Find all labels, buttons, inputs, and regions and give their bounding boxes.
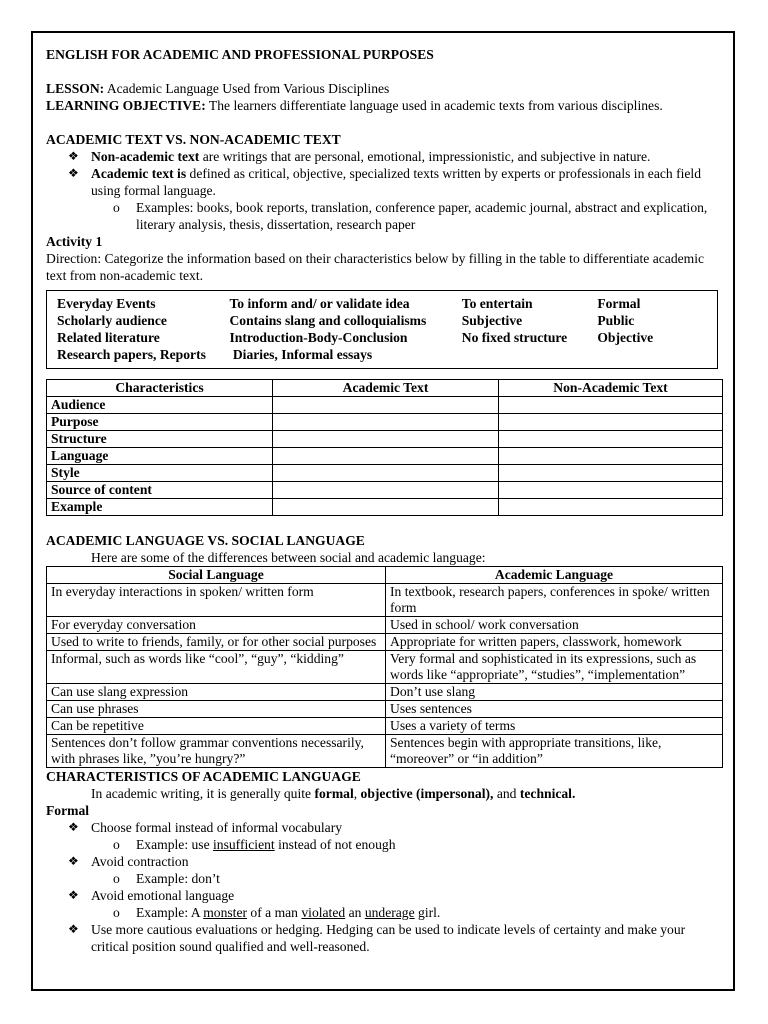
table-cell: Uses a variety of terms [386,718,723,735]
bullet-text: Choose formal instead of informal vocabulary [91,820,343,835]
column-header: Non-Academic Text [499,380,723,397]
word-bank-item: Contains slang and colloquialisms [229,313,427,328]
examples-text: Examples: books, book reports, translation, conference paper, academic journal, abstract and explication, literary analysis, thesis, dissertation, research paper [136,200,708,232]
circle-bullet-icon: o [113,871,120,886]
section-heading-academic-language: ACADEMIC LANGUAGE VS. SOCIAL LANGUAGE [46,533,365,548]
table-cell: Informal, such as words like “cool”, “guy”, “kidding” [47,651,386,684]
section-intro: Here are some of the differences between social and academic language: [91,550,486,565]
answer-cell[interactable] [499,414,723,431]
answer-cell[interactable] [273,465,499,482]
table-cell: Don’t use slang [386,684,723,701]
word-bank-item: Introduction-Body-Conclusion [229,330,408,345]
word-bank-item: To entertain [461,296,533,311]
table-row [47,735,723,768]
underlined-word: monster [203,905,248,920]
objective-text: The learners differentiate language used in academic texts from various disciplines. [205,98,663,113]
sub-list-item [46,199,726,233]
underlined-word: insufficient [213,837,275,852]
table-cell: Can be repetitive [47,718,386,735]
table-cell: Appropriate for written papers, classwork, homework [386,634,723,651]
table-row [47,718,723,735]
table-cell: Can use phrases [47,701,386,718]
diamond-bullet-icon: ❖ [68,854,79,868]
activity-heading: Activity 1 [46,234,103,249]
table-row [47,634,723,651]
table-row [47,397,723,414]
answer-cell[interactable] [499,448,723,465]
underlined-word: violated [301,905,346,920]
table-cell: Sentences begin with appropriate transitions, like, “moreover” or “in addition” [386,735,723,768]
answer-cell[interactable] [273,431,499,448]
word-bank-item: To inform and/ or validate idea [229,296,410,311]
word-bank-item: Everyday Events [57,296,156,311]
answer-cell[interactable] [499,431,723,448]
example-text: instead of not enough [274,837,396,852]
sub-list-item [46,870,726,887]
column-header: Academic Text [273,380,499,397]
diamond-bullet-icon: ❖ [68,149,79,163]
table-cell: In textbook, research papers, conferences in spoke/ written form [386,584,723,617]
bullet-text: Use more cautious evaluations or hedging. Hedging can be used to indicate levels of certainty and make your critical position sound qualified and well-reasoned. [91,922,686,954]
row-label: Language [47,448,273,465]
table-row [47,584,723,617]
list-item [46,165,726,199]
example-text: an [345,905,365,920]
diamond-bullet-icon: ❖ [68,820,79,834]
list-item [46,148,726,165]
table-header-row [47,380,723,397]
table-cell: Used in school/ work conversation [386,617,723,634]
word-bank-item: No fixed structure [461,330,568,345]
characteristics-table [46,379,723,516]
bold-term: technical. [519,786,576,801]
row-label: Example [47,499,273,516]
column-header: Academic Language [386,567,723,584]
list-item [46,819,726,836]
lesson-line [46,80,726,97]
objective-label: LEARNING OBJECTIVE: [46,98,206,113]
row-label: Style [47,465,273,482]
word-bank-item: Objective [597,330,654,345]
table-row [47,448,723,465]
column-header: Characteristics [47,380,273,397]
lesson-text: Academic Language Used from Various Disciplines [104,81,390,96]
word-bank-item [462,346,598,363]
bullet-text: Avoid emotional language [91,888,235,903]
word-bank-item: Subjective [461,313,523,328]
example-text: Example: use [136,837,214,852]
table-row [47,684,723,701]
diamond-bullet-icon: ❖ [68,922,79,936]
section-heading-characteristics: CHARACTERISTICS OF ACADEMIC LANGUAGE [46,769,361,784]
intro-text: In academic writing, it is generally quite [91,786,315,801]
table-cell: Used to write to friends, family, or for other social purposes [47,634,386,651]
word-bank-item: Research papers, Reports [57,347,206,362]
underlined-word: underage [364,905,415,920]
table-cell: Can use slang expression [47,684,386,701]
example-text: Example: don’t [136,871,220,886]
document-title: ENGLISH FOR ACADEMIC AND PROFESSIONAL PURPOSES [46,47,434,62]
example-text: of a man [247,905,302,920]
word-bank-row [57,329,707,346]
row-label: Purpose [47,414,273,431]
table-cell: Sentences don’t follow grammar conventions necessarily, with phrases like, ”you’re hungry?” [47,735,386,768]
objective-line [46,97,726,114]
subheading-formal: Formal [46,803,90,818]
bullet-text: are writings that are personal, emotional, impressionistic, and subjective in nature. [199,149,651,164]
sub-list-item [46,904,726,921]
answer-cell[interactable] [273,397,499,414]
activity-direction: Direction: Categorize the information based on their characteristics below by filling in the table to differentiate academic text from non-academic text. [46,251,705,283]
word-bank-item: Related literature [57,330,160,345]
table-row [47,499,723,516]
word-bank-row [57,295,707,312]
answer-cell[interactable] [499,465,723,482]
intro-text: , [353,786,361,801]
table-cell: In everyday interactions in spoken/ written form [47,584,386,617]
word-bank-row [57,312,707,329]
table-cell: Uses sentences [386,701,723,718]
bold-term: Academic text is [91,166,187,181]
table-header-row [47,567,723,584]
word-bank-item: Scholarly audience [57,313,167,328]
word-bank-item: Public [597,313,635,328]
table-row [47,414,723,431]
diamond-bullet-icon: ❖ [68,888,79,902]
diamond-bullet-icon: ❖ [68,166,79,180]
section-heading-academic-text: ACADEMIC TEXT VS. NON-ACADEMIC TEXT [46,132,341,147]
sub-list-item [46,836,726,853]
table-row [47,482,723,499]
row-label: Source of content [47,482,273,499]
column-header: Social Language [47,567,386,584]
list-item [46,853,726,870]
word-bank-box [46,290,718,369]
row-label: Structure [47,431,273,448]
intro-text: and [493,786,520,801]
table-row [47,701,723,718]
circle-bullet-icon: o [113,905,120,920]
table-row [47,431,723,448]
table-row [47,465,723,482]
list-item [46,887,726,904]
word-bank-item [597,346,707,363]
bullet-text: defined as critical, objective, specialized texts written by experts or professionals in each field using formal language. [91,166,701,198]
answer-cell[interactable] [273,482,499,499]
example-text: girl. [414,905,441,920]
row-label: Audience [47,397,273,414]
answer-cell[interactable] [273,499,499,516]
document-body [46,46,726,955]
table-cell: For everyday conversation [47,617,386,634]
answer-cell[interactable] [499,397,723,414]
answer-cell[interactable] [273,414,499,431]
bold-term: formal [314,786,354,801]
answer-cell[interactable] [499,482,723,499]
bullet-text: Avoid contraction [91,854,189,869]
circle-bullet-icon: o [113,200,120,215]
word-bank-item: Formal [597,296,641,311]
circle-bullet-icon: o [113,837,120,852]
table-cell: Very formal and sophisticated in its expressions, such as words like “appropriate”, “studies”, “implementation” [386,651,723,684]
answer-cell[interactable] [273,448,499,465]
word-bank-row [57,346,707,363]
bold-term: Non-academic text [91,149,200,164]
language-comparison-table [46,566,723,768]
table-row [47,651,723,684]
answer-cell[interactable] [499,499,723,516]
lesson-label: LESSON: [46,81,105,96]
table-row [47,617,723,634]
bold-term: objective (impersonal), [360,786,494,801]
example-text: Example: A [136,905,204,920]
section-intro [46,785,726,802]
list-item [46,921,726,955]
word-bank-item: Diaries, Informal essays [229,347,373,362]
